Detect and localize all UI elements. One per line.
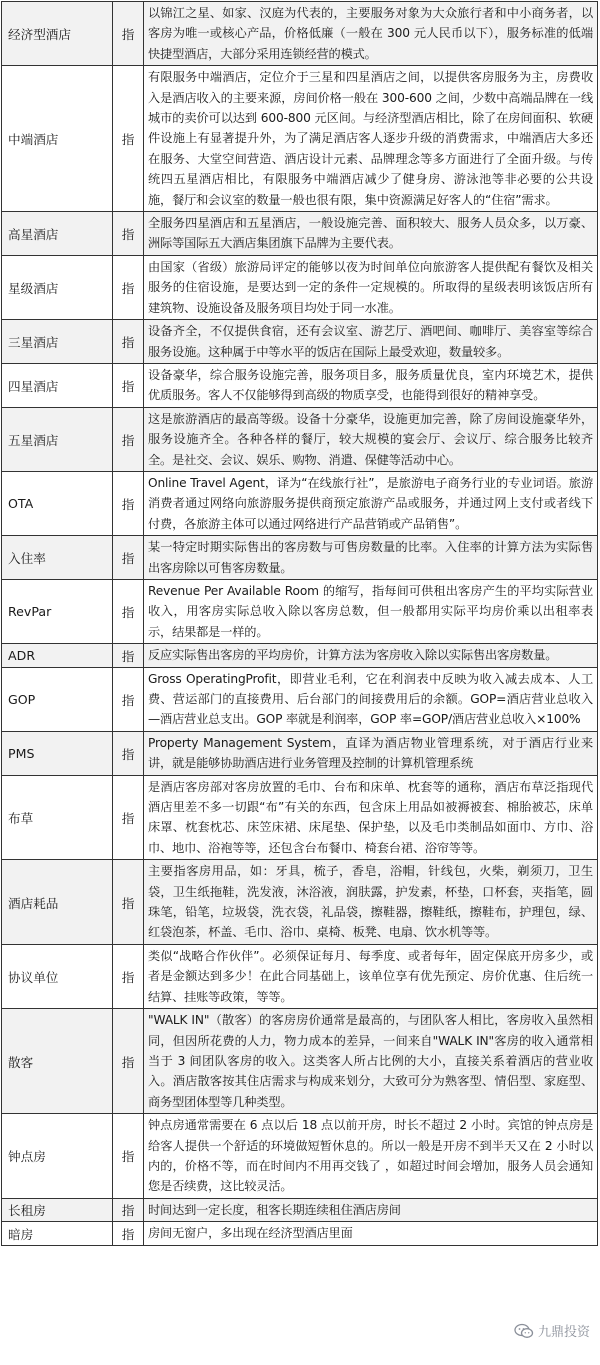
relation-cell: 指 xyxy=(113,579,144,643)
term-cell: 协议单位 xyxy=(2,944,113,1008)
relation-cell: 指 xyxy=(113,536,144,580)
watermark xyxy=(514,1321,590,1340)
glossary-body xyxy=(2,2,598,1246)
definition-cell: "WALK IN"（散客）的客房房价通常是最高的，与团队客人相比，客房收入虽然相同，但因所花费的人力，物力成本的差异，一间来自"WALK IN"客房的收入通常相当于 3 间团队客房的收入。这类客人所占比例的大小，直接关系着酒店的营业收入。酒店散客按其住店需求与构成来划分，大致可分为熟客型、情侣型、家庭型、商务型团体型等几种类型。 xyxy=(144,1009,598,1114)
term-cell: RevPar xyxy=(2,579,113,643)
table-row xyxy=(2,212,598,256)
term-cell: 中端酒店 xyxy=(2,66,113,212)
table-row xyxy=(2,471,598,535)
definition-cell: Property Management System，直译为酒店物业管理系统，对于酒店行业来讲，就是能够协助酒店进行业务管理及控制的计算机管理系统 xyxy=(144,731,598,775)
term-cell: 布草 xyxy=(2,775,113,860)
term-cell: 星级酒店 xyxy=(2,255,113,319)
table-row xyxy=(2,363,598,407)
term-cell: 经济型酒店 xyxy=(2,2,113,66)
table-row xyxy=(2,1009,598,1114)
relation-cell: 指 xyxy=(113,1222,144,1245)
relation-cell: 指 xyxy=(113,1009,144,1114)
term-cell: 四星酒店 xyxy=(2,363,113,407)
term-cell: 暗房 xyxy=(2,1222,113,1245)
definition-cell: 反应实际售出客房的平均房价，计算方法为客房收入除以实际售出客房数量。 xyxy=(144,644,598,667)
table-row xyxy=(2,1198,598,1221)
table-row xyxy=(2,66,598,212)
relation-cell: 指 xyxy=(113,320,144,364)
definition-cell: 设备齐全，不仅提供食宿，还有会议室、游艺厅、酒吧间、咖啡厅、美容室等综合服务设施。这种属于中等水平的饭店在国际上最受欢迎，数量较多。 xyxy=(144,320,598,364)
table-row xyxy=(2,860,598,945)
definition-cell: 有限服务中端酒店，定位介于三星和四星酒店之间，以提供客房服务为主，房费收入是酒店收入的主要来源，房间价格一般在 300-600 之间，少数中高端品牌在一线城市的卖价可以达到 600-800 元区间。与经济型酒店相比，除了在房间面积、软硬件设施上有显著提升外，为了满足酒店客人逐步升级的消费需求，中端酒店大多还在服务、大堂空间营造、酒店设计元素、品牌理念等多方面进行了全面升级。与传统四五星酒店相比，有限服务中端酒店减少了健身房、游泳池等非必要的公共设施，餐厅和会议室的数量一般也很有限，集中资源满足好客人的“住宿”需求。 xyxy=(144,66,598,212)
relation-cell: 指 xyxy=(113,944,144,1008)
relation-cell: 指 xyxy=(113,66,144,212)
definition-cell: 这是旅游酒店的最高等级。设备十分豪华，设施更加完善，除了房间设施豪华外，服务设施齐全。各种各样的餐厅，较大规模的宴会厅、会议厅、综合服务比较齐全。是社交、会议、娱乐、购物、消遣、保健等活动中心。 xyxy=(144,407,598,471)
table-row xyxy=(2,775,598,860)
table-row xyxy=(2,667,598,731)
definition-cell: 某一特定时期实际售出的客房数与可售房数量的比率。入住率的计算方法为实际售出客房除以可售客房数量。 xyxy=(144,536,598,580)
relation-cell: 指 xyxy=(113,731,144,775)
watermark-text: 九鼎投资 xyxy=(537,1325,590,1340)
table-row xyxy=(2,407,598,471)
term-cell: ADR xyxy=(2,644,113,667)
table-row xyxy=(2,1114,598,1199)
definition-cell: 由国家（省级）旅游局评定的能够以夜为时间单位向旅游客人提供配有餐饮及相关服务的住宿设施，是要达到一定的条件一定规模的。所取得的星级表明该饭店所有建筑物、设施设备及服务项目均处于同一水准。 xyxy=(144,255,598,319)
definition-cell: 时间达到一定长度，租客长期连续租住酒店房间 xyxy=(144,1198,598,1221)
term-cell: 长租房 xyxy=(2,1198,113,1221)
term-cell: 钟点房 xyxy=(2,1114,113,1199)
term-cell: 酒店耗品 xyxy=(2,860,113,945)
definition-cell: 设备豪华，综合服务设施完善，服务项目多，服务质量优良，室内环境艺术，提供优质服务。客人不仅能够得到高级的物质享受，也能得到很好的精神享受。 xyxy=(144,363,598,407)
definition-cell: 类似“战略合作伙伴”。必须保证每月、每季度、或者每年，固定保底开房多少，或者是金额达到多少！在此合同基础上，该单位享有优先预定、房价优惠、住后统一结算、挂账等政策，等等。 xyxy=(144,944,598,1008)
table-row xyxy=(2,2,598,66)
relation-cell: 指 xyxy=(113,667,144,731)
relation-cell: 指 xyxy=(113,860,144,945)
relation-cell: 指 xyxy=(113,775,144,860)
term-cell: OTA xyxy=(2,471,113,535)
relation-cell: 指 xyxy=(113,363,144,407)
definition-cell: Gross OperatingProfit，即营业毛利，它在利润表中反映为收入减去成本、人工费、营运部门的直接费用、后台部门的间接费用后的余额。GOP=酒店营业总收入—酒店营业总支出。GOP 率就是利润率，GOP 率=GOP/酒店营业总收入×100% xyxy=(144,667,598,731)
relation-cell: 指 xyxy=(113,255,144,319)
table-row xyxy=(2,1222,598,1245)
table-row xyxy=(2,579,598,643)
definition-cell: 是酒店客房部对客房放置的毛巾、台布和床单、枕套等的通称，酒店布草泛指现代酒店里差不多一切跟“布”有关的东西，包含床上用品如被褥被套、棉胎被芯，床单床罩、枕套枕芯、床笠床裙、床尾垫、保护垫，以及毛巾类制品如面巾、方巾、浴巾、地巾、浴袍等等，还包含台布餐巾、椅套台裙、浴帘等等。 xyxy=(144,775,598,860)
term-cell: 高星酒店 xyxy=(2,212,113,256)
term-cell: 散客 xyxy=(2,1009,113,1114)
definition-cell: 房间无窗户，多出现在经济型酒店里面 xyxy=(144,1222,598,1245)
table-row xyxy=(2,320,598,364)
relation-cell: 指 xyxy=(113,212,144,256)
relation-cell: 指 xyxy=(113,471,144,535)
relation-cell: 指 xyxy=(113,2,144,66)
definition-cell: 全服务四星酒店和五星酒店，一般设施完善、面积较大、服务人员众多，以万豪、洲际等国际五大酒店集团旗下品牌为主要代表。 xyxy=(144,212,598,256)
definition-cell: 钟点房通常需要在 6 点以后 18 点以前开房，时长不超过 2 小时。宾馆的钟点房是给客人提供一个舒适的环境做短暂休息的。所以一般是开房不到半天又在 2 小时以内的，价格不等，而在时间内不用再交钱了 ，如超过时间会增加，服务人员会通知您是否续费，这比较灵活。 xyxy=(144,1114,598,1199)
definition-cell: Online Travel Agent，译为“在线旅行社”，是旅游电子商务行业的专业词语。旅游消费者通过网络向旅游服务提供商预定旅游产品或服务，并通过网上支付或者线下付费，各旅游主体可以通过网络进行产品营销或产品销售”。 xyxy=(144,471,598,535)
table-row xyxy=(2,644,598,667)
definition-cell: Revenue Per Available Room 的缩写，指每间可供租出客房产生的平均实际营业收入，用客房实际总收入除以客房总数，但一般都用实际平均房价乘以出租率表示，结果都是一样的。 xyxy=(144,579,598,643)
term-cell: 入住率 xyxy=(2,536,113,580)
table-row xyxy=(2,731,598,775)
term-cell: GOP xyxy=(2,667,113,731)
glossary-table xyxy=(1,1,598,1246)
term-cell: 五星酒店 xyxy=(2,407,113,471)
table-row xyxy=(2,536,598,580)
definition-cell: 以锦江之星、如家、汉庭为代表的，主要服务对象为大众旅行者和中小商务者，以客房为唯一或核心产品，价格低廉（一般在 300 元人民币以下），服务标准的低端快捷型酒店，大部分采用连锁经营的模式。 xyxy=(144,2,598,66)
wechat-bubble-icon xyxy=(514,1323,534,1339)
relation-cell: 指 xyxy=(113,644,144,667)
term-cell: PMS xyxy=(2,731,113,775)
term-cell: 三星酒店 xyxy=(2,320,113,364)
table-row xyxy=(2,944,598,1008)
definition-cell: 主要指客房用品，如：牙具，梳子，香皂，浴帽，针线包，火柴，剃须刀，卫生袋，卫生纸拖鞋，洗发液，沐浴液，润肤露，护发素，杯垫，口杯套，夹指笔，圆珠笔，铅笔，垃圾袋，洗衣袋，礼品袋，擦鞋器，擦鞋纸，擦鞋布，护理包，绿、红袋泡茶，杯盖、毛巾、浴巾、桌椅、板凳、电扇、饮水机等等。 xyxy=(144,860,598,945)
relation-cell: 指 xyxy=(113,1198,144,1221)
relation-cell: 指 xyxy=(113,407,144,471)
table-row xyxy=(2,255,598,319)
relation-cell: 指 xyxy=(113,1114,144,1199)
